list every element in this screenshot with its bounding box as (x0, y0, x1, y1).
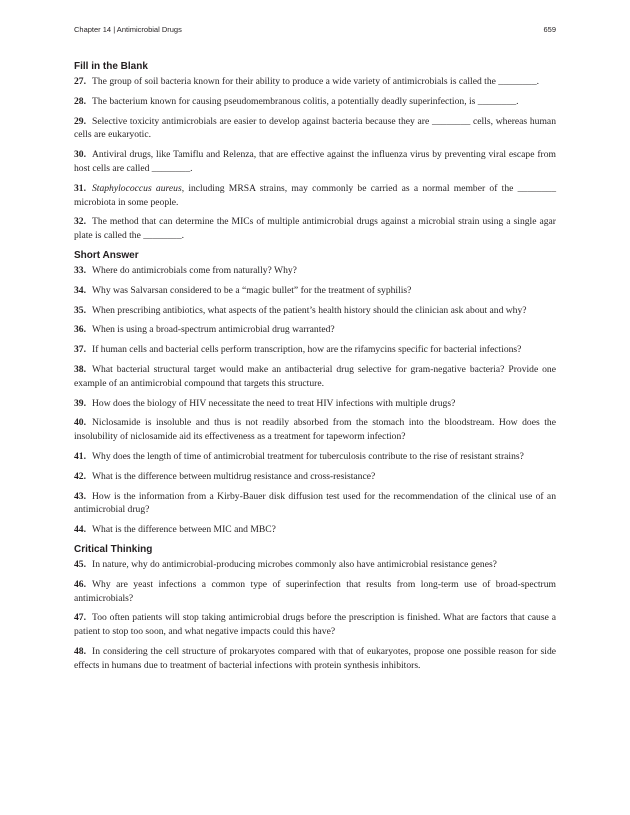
question-text: Why was Salvarsan considered to be a “magic bullet” for the treatment of syphilis? (92, 284, 412, 296)
section-critical-thinking (74, 543, 556, 673)
question-number: 43. (74, 490, 86, 502)
question-44 (74, 523, 556, 537)
chapter-title: Chapter 14 | Antimicrobial Drugs (74, 25, 182, 34)
question-36 (74, 323, 556, 337)
question-text: The bacterium known for causing pseudomembranous colitis, a potentially deadly superinfection, is ________. (92, 95, 519, 107)
question-number: 37. (74, 344, 86, 356)
question-40 (74, 416, 556, 444)
question-text: Niclosamide is insoluble and thus is not readily absorbed from the stomach into the bloodstream. How does the insolubility of niclosamide aid its effectiveness as a treatment for tapeworm infection? (74, 417, 556, 443)
question-text: When is using a broad-spectrum antimicrobial drug warranted? (92, 324, 335, 336)
question-number: 45. (74, 558, 86, 570)
question-30 (74, 148, 556, 176)
running-header (74, 24, 556, 36)
question-number: 40. (74, 417, 86, 429)
question-number: 30. (74, 149, 86, 161)
question-43 (74, 490, 556, 518)
question-text: What is the difference between multidrug resistance and cross-resistance? (92, 470, 376, 482)
question-text: What is the difference between MIC and MBC? (92, 524, 276, 536)
question-number: 46. (74, 578, 86, 590)
question-number: 28. (74, 95, 86, 107)
question-number: 38. (74, 363, 86, 375)
question-33 (74, 264, 556, 278)
question-text: Where do antimicrobials come from naturally? Why? (92, 264, 297, 276)
question-37 (74, 343, 556, 357)
question-text: In considering the cell structure of prokaryotes compared with that of eukaryotes, propose one possible reason for side effects in humans due to treatment of bacterial infections with protein synthesis inhibitors. (74, 645, 556, 671)
section-heading: Short Answer (74, 249, 139, 261)
question-28 (74, 95, 556, 109)
section-heading: Critical Thinking (74, 543, 153, 555)
question-41 (74, 450, 556, 464)
question-text: Too often patients will stop taking antimicrobial drugs before the prescription is finished. What are factors that cause a patient to stop too soon, and what negative impacts could this have? (74, 612, 556, 638)
question-42 (74, 470, 556, 484)
question-text: If human cells and bacterial cells perform transcription, how are the rifamycins specific for bacterial infections? (92, 344, 522, 356)
question-text: The group of soil bacteria known for their ability to produce a wide variety of antimicrobials is called the ________. (92, 76, 540, 87)
question-text: What bacterial structural target would make an antibacterial drug selective for gram-negative bacteria? Provide one example of an antimicrobial compound that targets this structure. (74, 363, 556, 389)
question-number: 34. (74, 284, 86, 296)
section-short-answer (74, 249, 556, 537)
question-text: Antiviral drugs, like Tamiflu and Relenza, that are effective against the influenza virus by preventing viral escape from host cells are called ________. (74, 149, 556, 174)
question-45 (74, 558, 556, 572)
section-heading: Fill in the Blank (74, 61, 148, 72)
question-39 (74, 397, 556, 411)
question-35 (74, 304, 556, 318)
question-34 (74, 284, 556, 298)
question-number: 42. (74, 470, 86, 482)
question-32 (74, 215, 556, 243)
question-29 (74, 115, 556, 143)
question-text: The method that can determine the MICs of multiple antimicrobial drugs against a microbial strain using a single agar plate is called the ________. (74, 216, 556, 242)
question-text: Selective toxicity antimicrobials are easier to develop against bacteria because they are ________ cells, whereas human cells are eukaryotic. (74, 115, 556, 141)
question-text: In nature, why do antimicrobial-producing microbes commonly also have antimicrobial resistance genes? (92, 558, 497, 570)
question-number: 33. (74, 264, 86, 276)
question-text: , including MRSA strains, may commonly be carried as a normal member of the ________ microbiota in some people. (74, 182, 556, 208)
organism-name: Staphylococcus aureus (92, 182, 182, 194)
question-46 (74, 578, 556, 606)
question-number: 31. (74, 182, 86, 194)
question-38 (74, 363, 556, 391)
question-number: 48. (74, 645, 86, 657)
question-text: When prescribing antibiotics, what aspects of the patient’s health history should the clinician ask about and why? (92, 304, 527, 316)
question-27 (74, 75, 556, 89)
question-number: 47. (74, 612, 86, 624)
question-number: 32. (74, 216, 86, 228)
question-text: How does the biology of HIV necessitate the need to treat HIV infections with multiple drugs? (92, 397, 456, 409)
question-number: 27. (74, 76, 86, 87)
question-text: Why does the length of time of antimicrobial treatment for tuberculosis contribute to the rise of resistant strains? (92, 450, 524, 462)
question-number: 36. (74, 324, 86, 336)
question-text: Why are yeast infections a common type of superinfection that results from long-term use of broad-spectrum antimicrobials? (74, 578, 556, 604)
question-number: 44. (74, 524, 86, 536)
question-number: 41. (74, 450, 86, 462)
question-48 (74, 645, 556, 673)
question-47 (74, 611, 556, 639)
question-text: How is the information from a Kirby-Bauer disk diffusion test used for the recommendation of the clinical use of an antimicrobial drug? (74, 490, 556, 516)
question-number: 39. (74, 397, 86, 409)
question-number: 29. (74, 115, 86, 127)
question-31 (74, 182, 556, 210)
section-fill-in-the-blank (74, 60, 556, 243)
question-number: 35. (74, 304, 86, 316)
page-number: 659 (543, 25, 556, 34)
